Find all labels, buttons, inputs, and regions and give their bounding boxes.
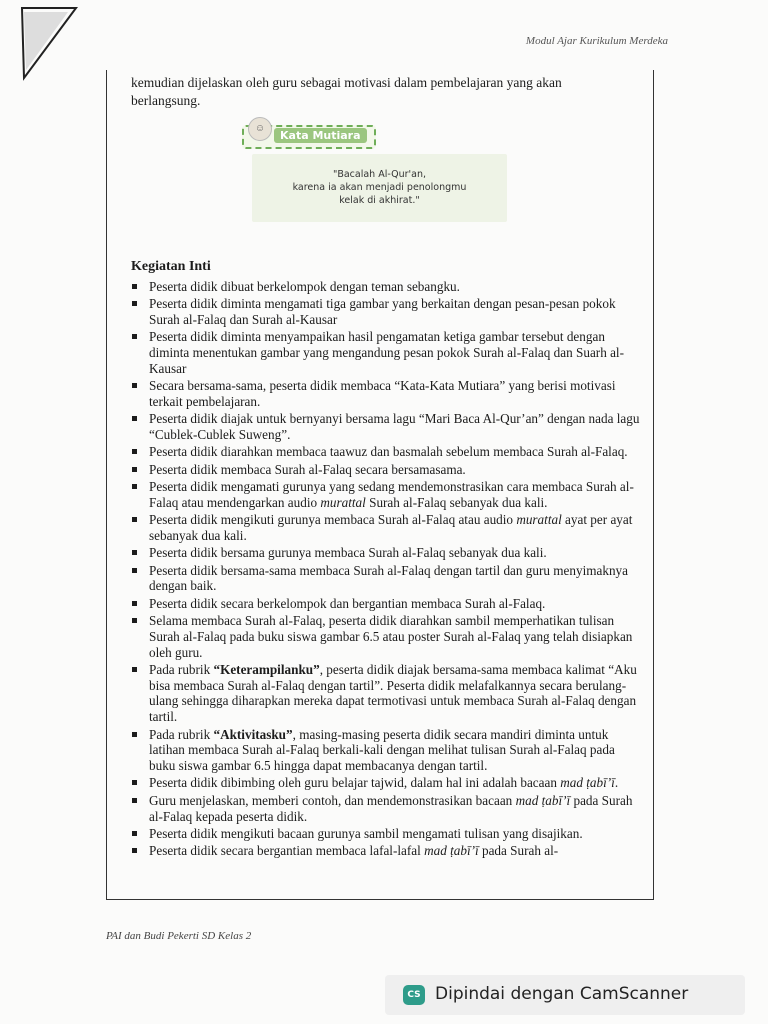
list-item: Peserta didik diminta menyampaikan hasil pengamatan ketiga gambar tersebut dengan diminta menentukan gambar yang mengandung pesan pokok Surah al-Falaq dan Suarh al-Kausar [131,329,641,376]
list-item: Pada rubrik “Keterampilanku”, peserta didik diajak bersama-sama membaca kalimat “Aku bisa membaca Surah al-Falaq dengan tartil”. Peserta didik melafalkannya secara berulang-ulang sehingga diharapkan mereka dapat termotivasi untuk membaca Surah al-Falaq dengan tartil. [131,662,641,725]
content-box [106,70,654,900]
list-item: Peserta didik mengikuti gurunya membaca Surah al-Falaq atau audio murattal ayat per ayat sebanyak dua kali. [131,512,641,544]
quote-box [252,154,507,222]
list-item: Peserta didik mengikuti bacaan gurunya sambil mengamati tulisan yang disajikan. [131,826,641,842]
list-item: Peserta didik diminta mengamati tiga gambar yang berkaitan dengan pesan-pesan pokok Surah al-Falaq dan Surah al-Kausar [131,296,641,328]
list-item: Guru menjelaskan, memberi contoh, dan mendemonstrasikan bacaan mad ṭabī’ī pada Surah al-Falaq kepada peserta didik. [131,793,641,825]
list-item: Secara bersama-sama, peserta didik membaca “Kata-Kata Mutiara” yang berisi motivasi terkait pembelajaran. [131,378,641,410]
kata-mutiara-banner [242,125,376,149]
reading-child-icon: ☺ [248,117,272,141]
list-item: Peserta didik diarahkan membaca taawuz dan basmalah sebelum membaca Surah al-Falaq. [131,444,641,460]
list-item: Pada rubrik “Aktivitasku”, masing-masing peserta didik secara mandiri diminta untuk latihan membaca Surah al-Falaq berkali-kali dengan melihat tulisan Surah al-Falaq pada buku siswa gambar 6.5 hingga dapat membacanya dengan tartil. [131,727,641,774]
list-item: Peserta didik dibuat berkelompok dengan teman sebangku. [131,279,641,295]
list-item: Peserta didik dibimbing oleh guru belajar tajwid, dalam hal ini adalah bacaan mad ṭabī’ī. [131,775,641,791]
page-footer: PAI dan Budi Pekerti SD Kelas 2 [106,930,252,942]
list-item: Peserta didik bersama-sama membaca Surah al-Falaq dengan tartil dan guru menyimaknya dengan baik. [131,563,641,595]
quote-line: "Bacalah Al-Qur'an, [332,169,427,180]
camscanner-watermark [385,975,745,1015]
quote-line: kelak di akhirat." [339,195,420,206]
running-header: Modul Ajar Kurikulum Merdeka [525,35,668,47]
quote-line: karena ia akan menjadi penolongmu [292,182,467,193]
quote-text [252,168,507,207]
camscanner-text: Dipindai dengan CamScanner [435,984,689,1004]
camscanner-logo: CS [403,985,425,1005]
page-corner-mark-icon [20,6,80,81]
list-item: Peserta didik mengamati gurunya yang sedang mendemonstrasikan cara membaca Surah al-Falaq atau mendengarkan audio murattal Surah al-Falaq sebanyak dua kali. [131,479,641,511]
list-item: Peserta didik bersama gurunya membaca Surah al-Falaq sebanyak dua kali. [131,545,641,561]
section-heading: Kegiatan Inti [131,259,211,274]
intro-paragraph: kemudian dijelaskan oleh guru sebagai motivasi dalam pembelajaran yang akan berlangsung. [131,75,562,108]
list-item: Peserta didik membaca Surah al-Falaq secara bersamasama. [131,462,641,478]
list-item: Peserta didik diajak untuk bernyanyi bersama lagu “Mari Baca Al-Qur’an” dengan nada lagu “Cublek-Cublek Suweng”. [131,411,641,443]
kata-mutiara-label: Kata Mutiara [274,128,367,143]
activity-list [131,279,641,860]
list-item: Selama membaca Surah al-Falaq, peserta didik diarahkan sambil memperhatikan tulisan Surah al-Falaq pada buku siswa gambar 6.5 atau poster Surah al-Falaq yang telah disiapkan oleh guru. [131,613,641,660]
list-item: Peserta didik secara bergantian membaca lafal-lafal mad ṭabī’ī pada Surah al- [131,843,641,859]
list-item: Peserta didik secara berkelompok dan bergantian membaca Surah al-Falaq. [131,596,641,612]
